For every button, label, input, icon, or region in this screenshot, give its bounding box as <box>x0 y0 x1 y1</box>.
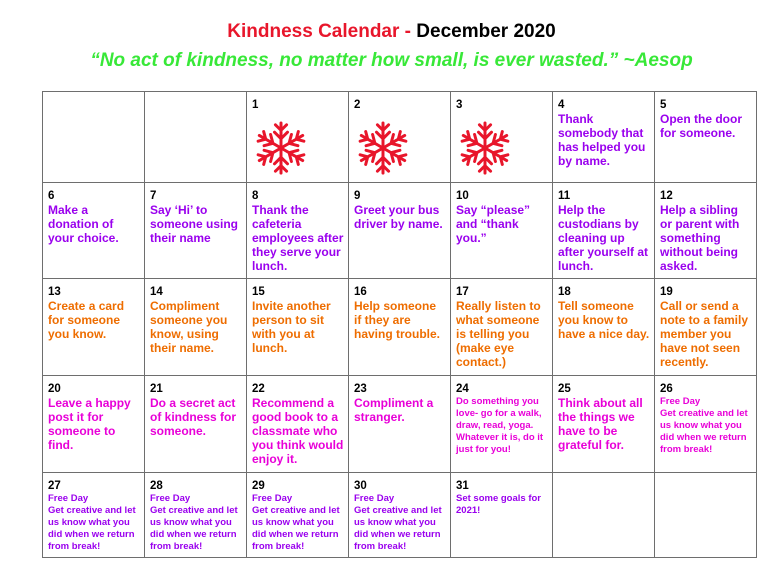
calendar-cell <box>43 376 145 473</box>
kindness-activity: Free Day Get creative and let us know what you did when we return from break! <box>150 493 238 552</box>
day-number: 7 <box>150 190 157 202</box>
day-number: 22 <box>252 383 265 395</box>
calendar-cell <box>655 376 757 473</box>
kindness-activity: Thank the cafeteria employees after they serve your lunch. <box>252 203 344 273</box>
day-number: 15 <box>252 286 265 298</box>
calendar-cell <box>145 279 247 376</box>
kindness-activity: Help a sibling or parent with something without being asked. <box>660 203 740 273</box>
day-number: 11 <box>558 190 571 202</box>
kindness-activity: Free Day Get creative and let us know what you did when we return from break! <box>48 493 136 552</box>
calendar-cell <box>451 473 553 558</box>
title-month: December 2020 <box>416 21 556 42</box>
day-number: 12 <box>660 190 673 202</box>
calendar-cell <box>145 183 247 279</box>
calendar-cell <box>247 279 349 376</box>
snowflake-icon <box>255 120 307 176</box>
day-number: 26 <box>660 383 673 395</box>
day-number: 18 <box>558 286 571 298</box>
calendar-cell <box>553 473 655 558</box>
calendar-cell <box>349 376 451 473</box>
day-number: 13 <box>48 286 61 298</box>
calendar-week <box>43 92 757 183</box>
calendar-cell <box>655 473 757 558</box>
calendar-cell <box>451 376 553 473</box>
calendar-cell <box>43 473 145 558</box>
calendar-cell <box>349 183 451 279</box>
calendar-cell <box>451 279 553 376</box>
quote: “No act of kindness, no matter how small, is ever wasted.” ~Aesop <box>90 50 693 71</box>
day-number: 8 <box>252 190 259 202</box>
calendar-cell <box>553 376 655 473</box>
day-number: 5 <box>660 99 667 111</box>
calendar-week <box>43 473 757 558</box>
kindness-activity: Help someone if they are having trouble. <box>354 299 441 341</box>
calendar-cell <box>247 183 349 279</box>
calendar-cell <box>247 473 349 558</box>
day-number: 20 <box>48 383 61 395</box>
calendar-week <box>43 183 757 279</box>
kindness-activity: Free Day Get creative and let us know what you did when we return from break! <box>252 493 340 552</box>
calendar-cell <box>655 92 757 183</box>
kindness-activity: Help the custodians by cleaning up after yourself at lunch. <box>558 203 649 273</box>
kindness-activity: Free Day Get creative and let us know what you did when we return from break! <box>660 396 748 455</box>
day-number: 21 <box>150 383 163 395</box>
kindness-activity: Call or send a note to a family member you have not seen recently. <box>660 299 749 369</box>
kindness-activity: Leave a happy post it for someone to find. <box>48 396 131 452</box>
day-number: 27 <box>48 480 61 492</box>
kindness-activity: Do a secret act of kindness for someone. <box>150 396 237 438</box>
kindness-activity: Greet your bus driver by name. <box>354 203 443 231</box>
calendar-cell <box>247 376 349 473</box>
day-number: 16 <box>354 286 367 298</box>
calendar-cell <box>43 183 145 279</box>
calendar-cell <box>43 92 145 183</box>
day-number: 3 <box>456 99 463 111</box>
kindness-activity: Do something you love- go for a walk, draw, read, yoga. Whatever it is, do it just for you! <box>456 396 544 455</box>
calendar-week <box>43 376 757 473</box>
day-number: 4 <box>558 99 565 111</box>
day-number: 19 <box>660 286 673 298</box>
day-number: 10 <box>456 190 469 202</box>
kindness-activity: Say “please” and “thank you.” <box>456 203 531 245</box>
kindness-activity: Really listen to what someone is telling you (make eye contact.) <box>456 299 541 369</box>
calendar-grid <box>42 91 757 558</box>
title-label: Kindness Calendar - <box>227 21 417 42</box>
day-number: 9 <box>354 190 361 202</box>
day-number: 1 <box>252 99 259 111</box>
kindness-activity: Open the door for someone. <box>660 112 742 140</box>
calendar-cell <box>655 183 757 279</box>
kindness-activity: Set some goals for 2021! <box>456 493 541 516</box>
calendar-cell <box>553 279 655 376</box>
snowflake-icon <box>357 120 409 176</box>
calendar-cell <box>349 279 451 376</box>
calendar-cell <box>43 279 145 376</box>
calendar-cell <box>553 183 655 279</box>
kindness-activity: Thank somebody that has helped you by name. <box>558 112 646 168</box>
kindness-activity: Think about all the things we have to be grateful for. <box>558 396 643 452</box>
day-number: 25 <box>558 383 571 395</box>
day-number: 29 <box>252 480 265 492</box>
day-number: 2 <box>354 99 361 111</box>
calendar-cell <box>451 183 553 279</box>
kindness-activity: Compliment someone you know, using their name. <box>150 299 228 355</box>
calendar-cell <box>349 473 451 558</box>
calendar-cell <box>145 92 247 183</box>
snowflake-icon <box>459 120 511 176</box>
calendar-week <box>43 279 757 376</box>
day-number: 30 <box>354 480 367 492</box>
kindness-activity: Recommend a good book to a classmate who you think would enjoy it. <box>252 396 344 466</box>
kindness-activity: Invite another person to sit with you at lunch. <box>252 299 331 355</box>
calendar-cell <box>553 92 655 183</box>
day-number: 23 <box>354 383 367 395</box>
day-number: 6 <box>48 190 55 202</box>
day-number: 31 <box>456 480 469 492</box>
kindness-activity: Tell someone you know to have a nice day. <box>558 299 650 341</box>
kindness-activity: Free Day Get creative and let us know what you did when we return from break! <box>354 493 442 552</box>
calendar-cell <box>145 473 247 558</box>
calendar-cell <box>451 92 553 183</box>
page-title <box>0 20 783 44</box>
day-number: 24 <box>456 383 469 395</box>
day-number: 28 <box>150 480 163 492</box>
kindness-activity: Say ‘Hi’ to someone using their name <box>150 203 239 245</box>
calendar-cell <box>247 92 349 183</box>
calendar-cell <box>145 376 247 473</box>
kindness-activity: Make a donation of your choice. <box>48 203 119 245</box>
kindness-activity: Compliment a stranger. <box>354 396 434 424</box>
kindness-activity: Create a card for someone you know. <box>48 299 125 341</box>
calendar-cell <box>655 279 757 376</box>
day-number: 14 <box>150 286 163 298</box>
day-number: 17 <box>456 286 469 298</box>
calendar-cell <box>349 92 451 183</box>
